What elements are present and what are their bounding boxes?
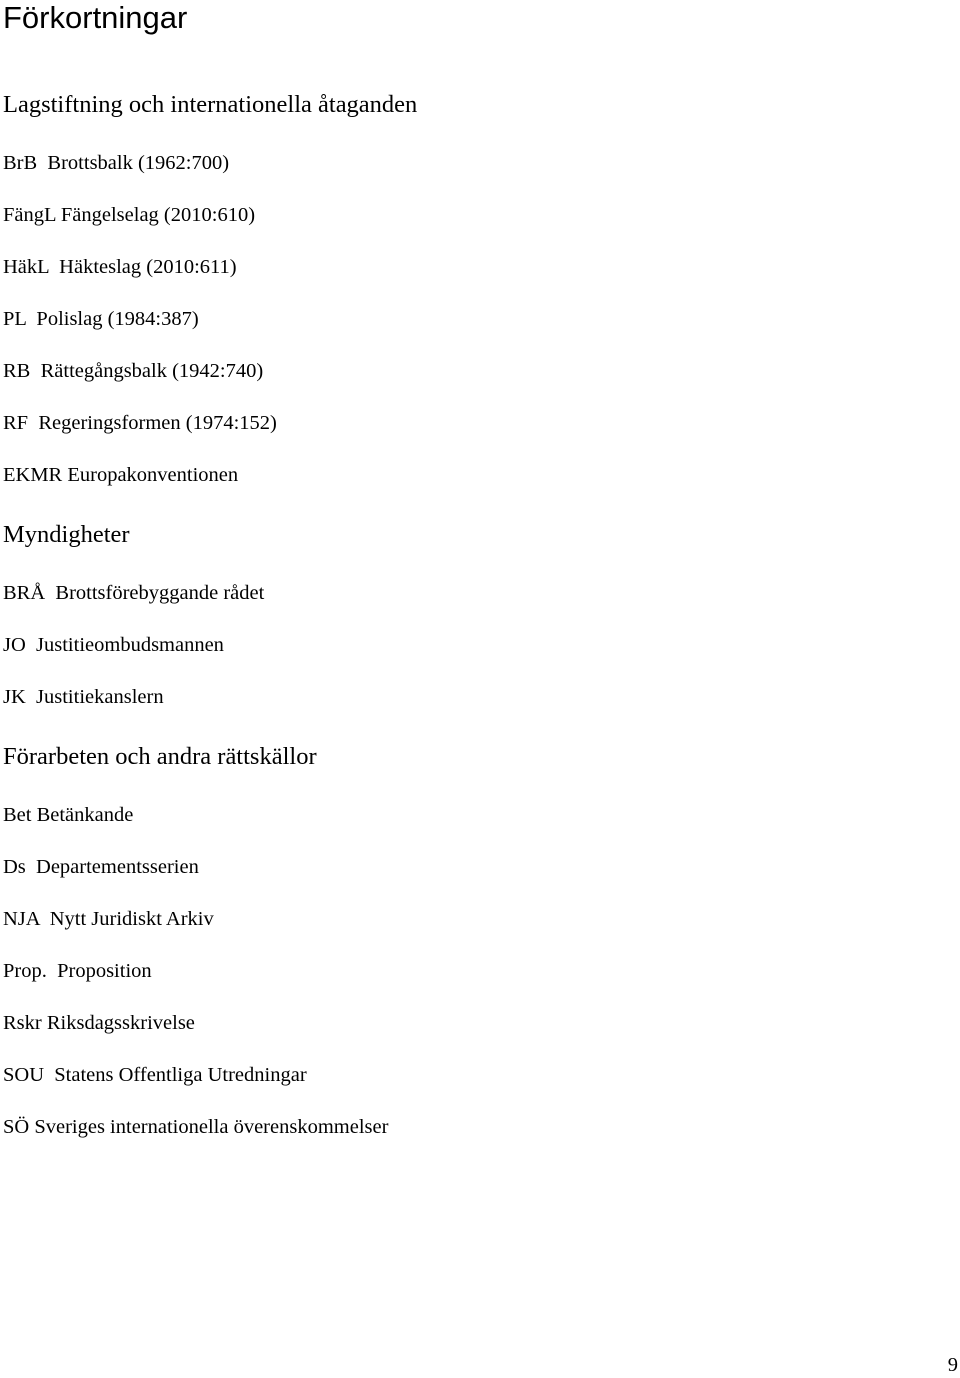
- abbreviation-entry: RF Regeringsformen (1974:152): [3, 412, 277, 434]
- abbreviation-entry: JK Justitiekanslern: [3, 686, 164, 708]
- abbreviation-entry: NJA Nytt Juridiskt Arkiv: [3, 908, 214, 930]
- abbreviation-entry: HäkL Häkteslag (2010:611): [3, 256, 237, 278]
- abbreviation-entry: Bet Betänkande: [3, 804, 134, 826]
- abbreviation-entry: Ds Departementsserien: [3, 856, 199, 878]
- abbreviation-entry: BrB Brottsbalk (1962:700): [3, 152, 230, 174]
- page-number: 9: [947, 1354, 958, 1376]
- abbreviation-entry: RB Rättegångsbalk (1942:740): [3, 360, 264, 382]
- abbreviation-entry: JO Justitieombudsmannen: [3, 634, 224, 656]
- page-title: Förkortningar: [3, 0, 188, 35]
- abbreviation-entry: Rskr Riksdagsskrivelse: [3, 1012, 195, 1034]
- section-heading-legislation: Lagstiftning och internationella åtaganden: [3, 91, 418, 118]
- abbreviation-entry: Prop. Proposition: [3, 960, 152, 982]
- section-heading-preparatory-works: Förarbeten och andra rättskällor: [3, 743, 317, 770]
- abbreviation-entry: FängL Fängelselag (2010:610): [3, 204, 256, 226]
- abbreviation-entry: BRÅ Brottsförebyggande rådet: [3, 582, 265, 604]
- abbreviation-entry: EKMR Europakonventionen: [3, 464, 239, 486]
- abbreviation-entry: PL Polislag (1984:387): [3, 308, 199, 330]
- abbreviation-entry: SÖ Sveriges internationella överenskommelser: [3, 1116, 389, 1138]
- section-heading-authorities: Myndigheter: [3, 521, 130, 548]
- abbreviation-entry: SOU Statens Offentliga Utredningar: [3, 1064, 307, 1086]
